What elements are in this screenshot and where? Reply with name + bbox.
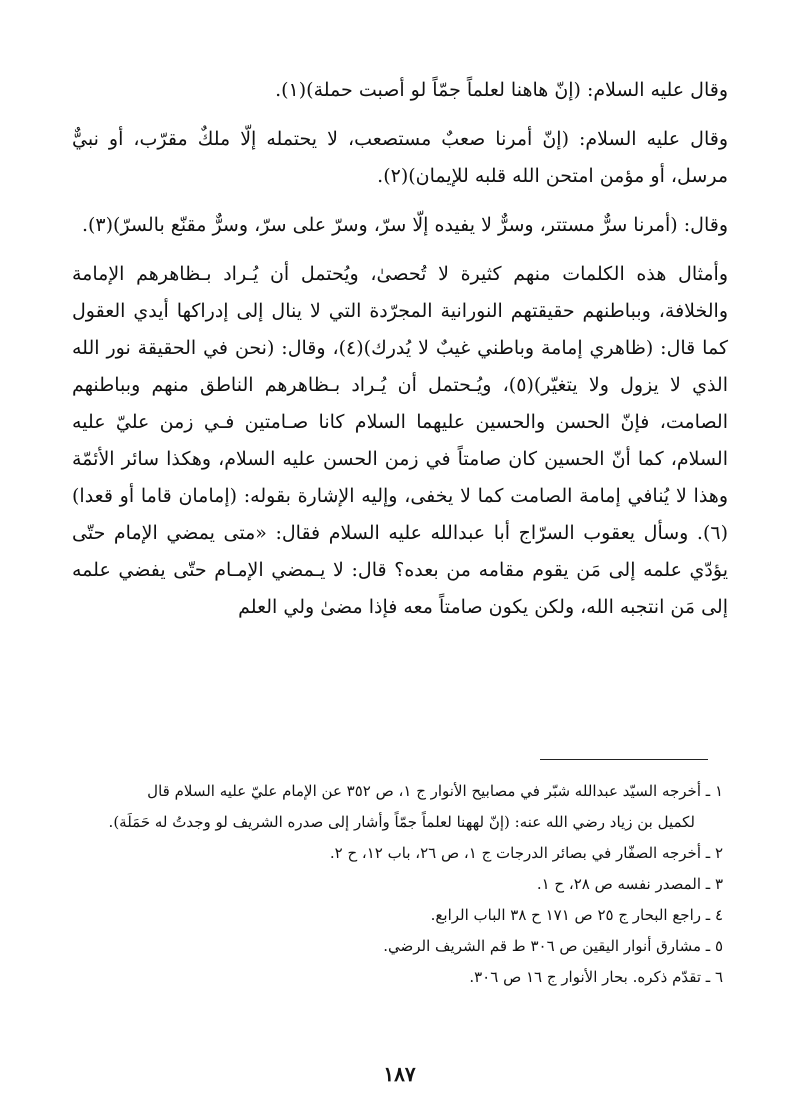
main-text [72, 72, 728, 638]
footnotes [60, 776, 723, 993]
footnote-3: ٣ ـ المصدر نفسه ص ٢٨، ح ١. [536, 875, 723, 893]
footnote-2: ٢ ـ أخرجه الصفّار في بصائر الدرجات ج ١، ص ٢٦، باب ١٢، ح ٢. [329, 844, 723, 862]
footnote-1-continuation: لكميل بن زياد رضي الله عنه: (إنّ لههنا لعلماً جمّاً وأشار إلى صدره الشريف لو وجدتُ له حَمَلَة). [108, 813, 695, 831]
footnote-5: ٥ ـ مشارق أنوار اليقين ص ٣٠٦ ط قم الشريف الرضي. [383, 937, 723, 955]
paragraph-1: وقال عليه السلام: (إنّ هاهنا لعلماً جمّاً لو أصبت حملة)(١). [275, 79, 728, 101]
footnote-1: ١ ـ أخرجه السيّد عبدالله شبّر في مصابيح الأنوار ج ١، ص ٣٥٢ عن الإمام عليّ عليه السلام قال [147, 782, 723, 800]
paragraph-3: وقال: (أمرنا سرٌّ مستتر، وسرٌّ لا يفيده إلّا سرّ، وسرّ على سرّ، وسرٌّ مقنّع بالسرّ)(٣). [81, 214, 728, 236]
paragraph-4: وأمثال هذه الكلمات منهم كثيرة لا تُحصىٰ، ويُحتمل أن يُـراد بـظاهرهم الإمامة والخلافة، وبباطنهم حقيقتهم النورانية المجرّدة التي لا ينال إلى إدراكها أيدي العقول كما قال: (ظاهري إمامة وباطني غيبٌ لا يُدرك)(٤)، وقال: (نحن في الحقيقة نور الله الذي لا يزول ولا يتغيّر)(٥)، ويُـحتمل أن يُـراد بـظاهرهم الناطق منهم وبباطنهم الصامت، فإنّ الحسن والحسين عليهما السلام كانا صـامتين فـي زمن عليّ عليه السلام، كما أنّ الحسين كان صامتاً في زمن الحسن عليه السلام، وهكذا سائر الأئمّة وهذا لا يُنافي إمامة الصامت كما لا يخفى، وإليه الإشارة بقوله: (إمامان قاما أو قعدا)(٦). وسأل يعقوب السرّاج أبا عبدالله عليه السلام فقال: «متى يمضي الإمام حتّى يؤدّي علمه إلى مَن يقوم مقامه من بعده؟ قال: لا يـمضي الإمـام حتّى يفضي علمه إلى مَن انتجبه الله، ولكن يكون صامتاً معه فإذا مضىٰ ولي العلم [72, 263, 729, 618]
page-number: ١٨٧ [383, 1062, 416, 1086]
footnote-divider [540, 759, 708, 760]
footnote-6: ٦ ـ تقدّم ذكره. بحار الأنوار ج ١٦ ص ٣٠٦. [469, 968, 723, 986]
footnote-4: ٤ ـ راجع البحار ج ٢٥ ص ١٧١ ح ٣٨ الباب الرابع. [430, 906, 723, 924]
paragraph-2: وقال عليه السلام: (إنّ أمرنا صعبٌ مستصعب، لا يحتمله إلّا ملكٌ مقرّب، أو نبيٌّ مرسل، أو مؤمن امتحن الله قلبه للإيمان)(٢). [72, 128, 728, 187]
